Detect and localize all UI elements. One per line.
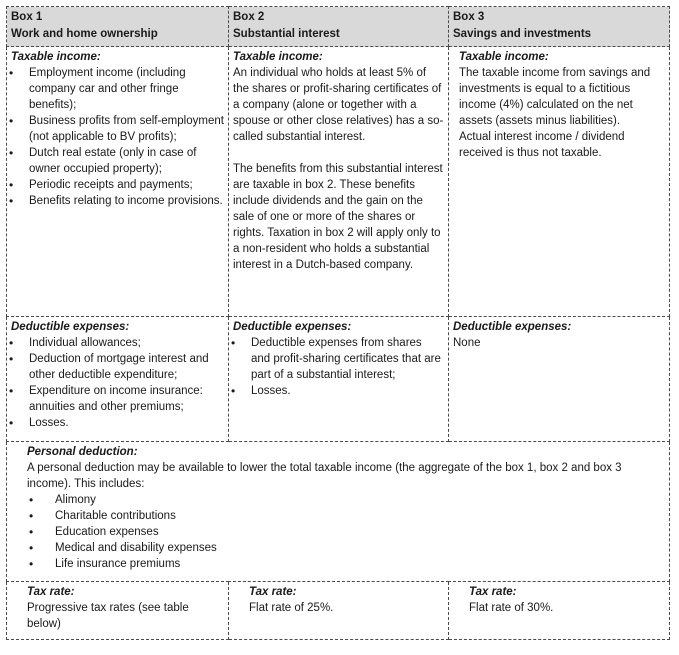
list-item: • Losses. <box>11 415 224 431</box>
deductible-box-3 <box>449 317 670 442</box>
taxrate-box-3 <box>449 582 670 640</box>
taxrate-box-1 <box>7 582 229 640</box>
paragraph: An individual who holds at least 5% of the shares or profit-sharing certificates of a company (alone or together with a spouse or other close relatives) has a so-called substantial interest. <box>233 67 444 143</box>
header-box-2 <box>229 7 449 47</box>
section-heading: Deductible expenses: <box>453 321 572 333</box>
section-heading: Deductible expenses: <box>11 321 130 333</box>
list-item: • Business profits from self-employment (not applicable to BV profits); <box>11 113 224 145</box>
box-title: Savings and investments <box>453 28 592 40</box>
box-title: Work and home ownership <box>11 28 158 40</box>
taxrate-box-2 <box>229 582 449 640</box>
paragraph: Flat rate of 30%. <box>469 602 554 614</box>
taxable-box1-list <box>11 65 224 209</box>
taxable-box-1 <box>7 47 229 317</box>
tax-boxes-table <box>6 6 670 640</box>
list-item: • Employment income (including company car and other fringe benefits); <box>11 65 224 113</box>
taxable-box-2 <box>229 47 449 317</box>
deductible-expenses-row <box>7 317 670 442</box>
section-heading: Taxable income: <box>11 51 101 63</box>
list-item: • Medical and disability expenses <box>27 540 665 556</box>
list-item: • Dutch real estate (only in case of owner occupied property); <box>11 145 224 177</box>
personal-deduction-list <box>27 492 665 572</box>
list-item: • Benefits relating to income provisions. <box>11 193 224 209</box>
deductible-box2-list <box>233 335 444 399</box>
deductible-box-1 <box>7 317 229 442</box>
list-item: • Expenditure on income insurance: annuities and other premiums; <box>11 383 224 415</box>
paragraph: A personal deduction may be available to lower the total taxable income (the aggregate of the box 1, box 2 and box 3 income). This includes: <box>27 462 622 490</box>
paragraph: The taxable income from savings and investments is equal to a fictitious income (4%) calculated on the net assets (assets minus liabilities). <box>459 67 651 127</box>
box-number: Box 2 <box>233 11 265 23</box>
section-heading: Tax rate: <box>249 586 297 598</box>
list-item: • Individual allowances; <box>11 335 224 351</box>
tax-rate-row <box>7 582 670 640</box>
taxable-box-3 <box>449 47 670 317</box>
paragraph: Flat rate of 25%. <box>249 602 334 614</box>
section-heading: Personal deduction: <box>27 446 138 458</box>
paragraph: The benefits from this substantial interest are taxable in box 2. These benefits include dividends and the gain on the sale of one or more of the shares or rights. Taxation in box 2 will apply only to a non-resident who holds a substantial interest in a Dutch-based company. <box>233 163 443 271</box>
paragraph: None <box>453 337 481 349</box>
box-number: Box 1 <box>11 11 43 23</box>
list-item: • Education expenses <box>27 524 665 540</box>
box-number: Box 3 <box>453 11 485 23</box>
header-row <box>7 7 670 47</box>
section-heading: Taxable income: <box>233 51 323 63</box>
deductible-box1-list <box>11 335 224 431</box>
list-item: • Deductible expenses from shares and profit-sharing certificates that are part of a substantial interest; <box>233 335 444 383</box>
deductible-box-2 <box>229 317 449 442</box>
taxable-income-row <box>7 47 670 317</box>
paragraph: Progressive tax rates (see table below) <box>27 602 189 630</box>
section-heading: Tax rate: <box>27 586 75 598</box>
list-item: • Losses. <box>233 383 444 399</box>
header-box-3 <box>449 7 670 47</box>
header-box-1 <box>7 7 229 47</box>
section-heading: Deductible expenses: <box>233 321 352 333</box>
box-title: Substantial interest <box>233 28 340 40</box>
personal-deduction-row <box>7 442 670 582</box>
list-item: • Deduction of mortgage interest and other deductible expenditure; <box>11 351 224 383</box>
list-item: • Life insurance premiums <box>27 556 665 572</box>
list-item: • Charitable contributions <box>27 508 665 524</box>
section-heading: Tax rate: <box>469 586 517 598</box>
list-item: • Alimony <box>27 492 665 508</box>
section-heading: Taxable income: <box>459 51 549 63</box>
personal-deduction-cell <box>7 442 670 582</box>
paragraph: Actual interest income / dividend received is thus not taxable. <box>459 131 625 159</box>
list-item: • Periodic receipts and payments; <box>11 177 224 193</box>
